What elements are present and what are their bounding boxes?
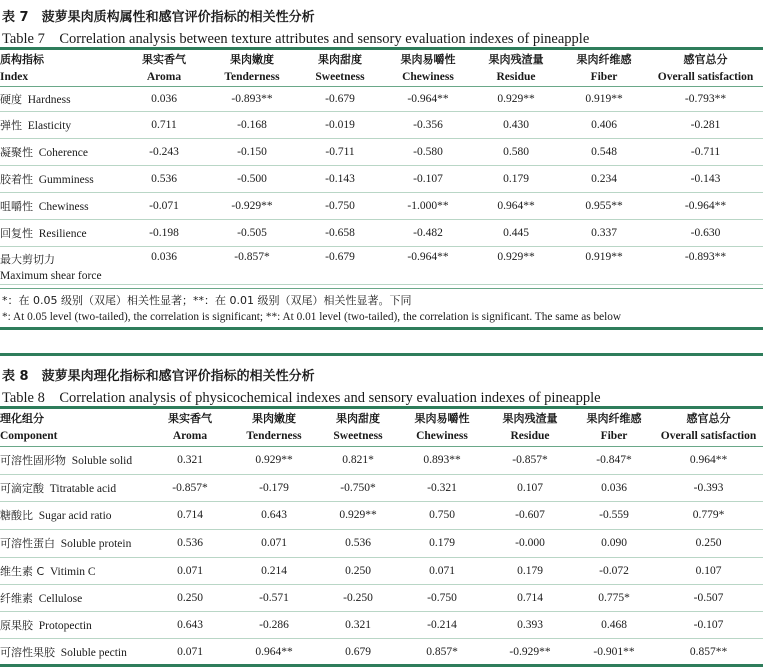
value-cell: -0.559 (599, 509, 629, 521)
value-cell: -0.168 (237, 118, 267, 131)
header-label-zh: 感官总分 (683, 52, 728, 66)
value-cell: -0.901** (593, 646, 635, 658)
header-column (318, 409, 398, 446)
header-label-en: Component (0, 430, 58, 443)
value-cell: -0.857* (234, 250, 270, 263)
value-cell: -0.750 (427, 591, 457, 604)
value-cell: -0.281 (690, 118, 721, 131)
value-cell: 0.821* (342, 454, 374, 466)
header-label-zh: 果肉甜度 (318, 52, 362, 66)
row-label-en: Coherence (38, 146, 88, 159)
table7-footnote-en: *: At 0.05 level (two-tailed), the correlation is significant; **: At 0.01 level (two-tailed), the correlation is significant. The same as below (2, 311, 622, 323)
value-cell: 0.679 (345, 646, 371, 658)
value-cell: -0.143 (325, 172, 355, 185)
table7-caption-en: Table 7 Correlation analysis between texture attributes and sensory evaluation indexes of pineapple (2, 31, 590, 47)
header-column (574, 409, 654, 446)
value-cell: -0.658 (325, 226, 355, 239)
row-label (0, 557, 150, 584)
header-column (150, 409, 230, 446)
row-label-en: Vitimin C (49, 565, 96, 578)
table7-bottom-rule (0, 288, 763, 289)
header-label-en: Tenderness (224, 70, 280, 83)
row-label-en: Soluble protein (60, 538, 132, 550)
value-cell: -0.679 (325, 250, 355, 263)
value-cell: -1.000** (407, 199, 449, 212)
value-cell: -0.107 (693, 618, 724, 631)
row-label (0, 474, 150, 501)
row-label-zh: 胶着性 (0, 172, 33, 186)
value-cell: -0.321 (427, 481, 457, 494)
value-cell: 0.393 (517, 618, 543, 631)
value-cell: -0.286 (259, 618, 289, 631)
value-cell: -0.482 (413, 226, 443, 239)
table-row (0, 584, 763, 611)
header-column (654, 409, 763, 446)
table-row (0, 611, 763, 638)
value-cell: -0.393 (693, 481, 724, 494)
row-label-zh: 可滴定酸 (0, 481, 44, 495)
value-cell: -0.000 (515, 537, 545, 549)
header-column (384, 50, 472, 86)
value-cell: 0.714 (177, 509, 203, 521)
row-label (0, 611, 150, 638)
value-cell: 0.337 (591, 226, 617, 239)
value-cell: -0.750* (340, 481, 376, 494)
value-cell: 0.430 (503, 118, 529, 131)
value-cell: 0.929** (497, 92, 535, 105)
value-cell: -0.630 (690, 226, 721, 239)
value-cell: 0.250 (177, 591, 203, 604)
value-cell: 0.406 (591, 118, 617, 131)
row-label (0, 246, 120, 284)
value-cell: 0.107 (517, 481, 543, 494)
value-cell: -0.107 (413, 172, 443, 185)
value-cell: 0.071 (177, 564, 203, 577)
value-cell: 0.964** (497, 199, 535, 212)
value-cell: -0.964** (407, 92, 449, 105)
header-label-en: Residue (510, 430, 550, 443)
header-label-en: Fiber (590, 70, 618, 83)
value-cell: -0.893** (684, 250, 727, 263)
value-cell: 0.071 (177, 646, 203, 658)
table-row (0, 557, 763, 584)
header-column (648, 50, 763, 86)
table7-caption-zh: 表 7 菠萝果肉质构属性和感官评价指标的相关性分析 (2, 10, 315, 25)
value-cell: -0.929** (509, 646, 551, 658)
header-label-en: Chewiness (416, 430, 468, 443)
header-label-en: Tenderness (246, 430, 302, 443)
row-label-en: Cellulose (38, 592, 83, 605)
table-row (0, 138, 763, 165)
header-label-zh: 果肉嫩度 (252, 412, 296, 426)
value-cell: -0.356 (413, 118, 443, 131)
row-label-zh: 凝聚性 (0, 145, 33, 159)
value-cell: 0.036 (151, 92, 177, 105)
value-cell: 0.250 (345, 564, 371, 577)
row-label-zh: 弹性 (0, 118, 22, 132)
row-label-en: Sugar acid ratio (38, 510, 112, 522)
value-cell: -0.857* (172, 481, 208, 494)
value-cell: 0.929** (339, 509, 377, 521)
value-cell: -0.500 (237, 172, 267, 185)
value-cell: 0.919** (585, 250, 623, 263)
value-cell: -0.019 (325, 118, 355, 131)
row-label (0, 192, 120, 219)
row-label-en: Titratable acid (49, 482, 117, 495)
value-cell: 0.536 (151, 172, 177, 185)
header-label-en: Overall satisfaction (657, 70, 754, 83)
row-label-en: Soluble solid (71, 455, 133, 467)
header-column (230, 409, 318, 446)
table7-header-row (0, 50, 763, 86)
row-label-zh: 糖酸比 (0, 509, 33, 522)
value-cell: 0.714 (517, 591, 543, 604)
header-label-en: Aroma (146, 70, 182, 83)
header-label-zh: 果肉嫩度 (230, 52, 274, 66)
value-cell: 0.548 (591, 145, 617, 158)
value-cell: -0.711 (325, 145, 355, 158)
header-label-en: Aroma (172, 430, 208, 443)
value-cell: 0.955** (585, 199, 623, 212)
value-cell: -0.857* (512, 454, 548, 466)
value-cell: -0.198 (149, 226, 179, 239)
header-column (120, 50, 208, 86)
header-label-en: Overall satisfaction (660, 430, 757, 443)
header-label-en: Index (0, 70, 29, 83)
value-cell: 0.321 (345, 618, 371, 631)
row-label-en: Chewiness (38, 200, 89, 213)
value-cell: 0.090 (601, 537, 627, 549)
row-label-zh: 纤维素 (0, 591, 33, 605)
table8 (0, 409, 763, 667)
value-cell: -0.505 (237, 226, 267, 239)
row-label-zh: 最大剪切力 (0, 252, 55, 266)
row-label (0, 165, 120, 192)
table-row (0, 219, 763, 246)
value-cell: -0.580 (413, 145, 443, 158)
row-label-zh: 可溶性蛋白 (0, 537, 55, 550)
value-cell: -0.507 (693, 591, 724, 604)
header-label-en: Residue (496, 70, 536, 83)
row-label-zh: 维生素 C (0, 564, 45, 578)
row-label-zh: 硬度 (0, 92, 22, 106)
value-cell: -0.847* (596, 454, 632, 466)
header-label-en: Fiber (600, 430, 628, 443)
value-cell: 0.468 (601, 618, 627, 631)
row-label (0, 446, 150, 474)
header-index (0, 409, 150, 446)
header-column (296, 50, 384, 86)
header-label-zh: 感官总分 (686, 412, 731, 426)
value-cell: -0.679 (325, 92, 355, 105)
header-column (472, 50, 560, 86)
row-label-en: Hardness (27, 93, 71, 106)
row-label-en: Protopectin (38, 619, 92, 632)
value-cell: 0.929** (497, 250, 535, 263)
value-cell: 0.107 (695, 564, 722, 577)
table8-lead-rule (0, 353, 763, 356)
value-cell: 0.919** (585, 92, 623, 105)
header-label-zh: 理化组分 (0, 412, 44, 426)
header-label-en: Sweetness (333, 430, 383, 443)
row-label (0, 638, 150, 666)
table-row (0, 192, 763, 219)
table-row (0, 165, 763, 192)
value-cell: 0.179 (503, 172, 529, 185)
value-cell: -0.071 (149, 199, 179, 212)
value-cell: 0.321 (177, 454, 203, 466)
value-cell: -0.711 (690, 145, 721, 158)
value-cell: -0.893** (231, 92, 273, 105)
row-label-zh: 原果胶 (0, 618, 33, 632)
header-label-zh: 果肉纤维感 (576, 52, 632, 66)
value-cell: 0.036 (151, 250, 177, 263)
table-row (0, 474, 763, 501)
value-cell: 0.234 (591, 172, 617, 185)
header-label-zh: 果肉甜度 (336, 412, 380, 426)
table-row (0, 501, 763, 529)
value-cell: 0.711 (151, 118, 177, 131)
table-row (0, 86, 763, 111)
value-cell: 0.643 (261, 509, 287, 521)
value-cell: 0.580 (503, 145, 529, 158)
value-cell: -0.929** (231, 199, 273, 212)
value-cell: 0.250 (695, 537, 722, 549)
table-row (0, 246, 763, 284)
header-label-zh: 果肉残渣量 (488, 52, 544, 66)
value-cell: 0.071 (261, 537, 287, 549)
value-cell: 0.857* (426, 646, 458, 658)
value-cell: 0.179 (429, 537, 455, 549)
row-label-zh: 可溶性固形物 (0, 454, 66, 467)
header-label-en: Sweetness (315, 70, 365, 83)
value-cell: 0.536 (345, 537, 371, 549)
header-label-zh: 果肉残渣量 (502, 412, 558, 426)
row-label-zh: 回复性 (0, 226, 33, 240)
value-cell: -0.243 (149, 145, 179, 158)
value-cell: 0.536 (177, 537, 203, 549)
row-label (0, 501, 150, 529)
value-cell: -0.214 (427, 618, 457, 631)
header-index (0, 50, 120, 86)
table8-header-row (0, 409, 763, 446)
row-label (0, 111, 120, 138)
value-cell: 0.964** (689, 454, 728, 466)
value-cell: -0.150 (237, 145, 267, 158)
value-cell: 0.775* (598, 591, 630, 604)
row-label-en: Soluble pectin (60, 647, 127, 659)
header-column (560, 50, 648, 86)
row-label-en: Maximum shear force (0, 269, 102, 282)
value-cell: 0.893** (423, 454, 461, 466)
header-label-zh: 果肉纤维感 (586, 412, 642, 426)
header-column (208, 50, 296, 86)
value-cell: -0.250 (343, 591, 373, 604)
value-cell: -0.793** (684, 92, 727, 105)
header-label-zh: 果肉易嚼性 (400, 52, 456, 66)
table8-caption-zh: 表 8 菠萝果肉理化指标和感官评价指标的相关性分析 (2, 369, 315, 384)
row-label-en: Elasticity (27, 119, 72, 132)
table8-caption-en: Table 8 Correlation analysis of physicochemical indexes and sensory evaluation indexes of pineapple (2, 390, 601, 406)
value-cell: 0.964** (255, 646, 293, 658)
table-row (0, 529, 763, 557)
value-cell: 0.445 (503, 226, 529, 239)
header-label-en: Chewiness (402, 70, 454, 83)
header-column (486, 409, 574, 446)
value-cell: -0.964** (407, 250, 449, 263)
row-label-en: Gumminess (38, 173, 94, 186)
value-cell: -0.571 (259, 591, 289, 604)
row-label (0, 584, 150, 611)
value-cell: -0.607 (515, 509, 545, 521)
header-label-zh: 果肉易嚼性 (414, 412, 470, 426)
table-row (0, 446, 763, 474)
table-row (0, 638, 763, 666)
value-cell: 0.929** (255, 454, 293, 466)
value-cell: 0.071 (429, 564, 455, 577)
row-label (0, 529, 150, 557)
value-cell: -0.750 (325, 199, 355, 212)
header-column (398, 409, 486, 446)
table7-end-rule (0, 327, 763, 330)
row-label (0, 219, 120, 246)
table7 (0, 50, 763, 285)
value-cell: 0.779* (692, 509, 725, 521)
header-label-zh: 果实香气 (168, 412, 212, 426)
value-cell: 0.643 (177, 618, 203, 631)
row-label-zh: 可溶性果胶 (0, 646, 55, 659)
value-cell: 0.214 (261, 564, 287, 577)
value-cell: 0.857** (689, 646, 728, 658)
table7-footnote-zh: *：在 0.05 级别（双尾）相关性显著；**：在 0.01 级别（双尾）相关性显著。下同 (2, 294, 412, 307)
row-label (0, 138, 120, 165)
row-label-zh: 咀嚼性 (0, 199, 33, 213)
value-cell: 0.179 (517, 564, 543, 577)
header-label-zh: 质构指标 (0, 52, 44, 66)
table-row (0, 111, 763, 138)
value-cell: -0.964** (684, 199, 727, 212)
value-cell: -0.179 (259, 481, 289, 494)
row-label (0, 86, 120, 111)
table8-bottom-rule (0, 664, 763, 667)
value-cell: -0.143 (690, 172, 721, 185)
row-label-en: Resilience (38, 227, 87, 240)
value-cell: 0.750 (429, 509, 455, 521)
value-cell: 0.036 (601, 481, 627, 494)
header-label-zh: 果实香气 (142, 52, 186, 66)
value-cell: -0.072 (599, 564, 629, 577)
